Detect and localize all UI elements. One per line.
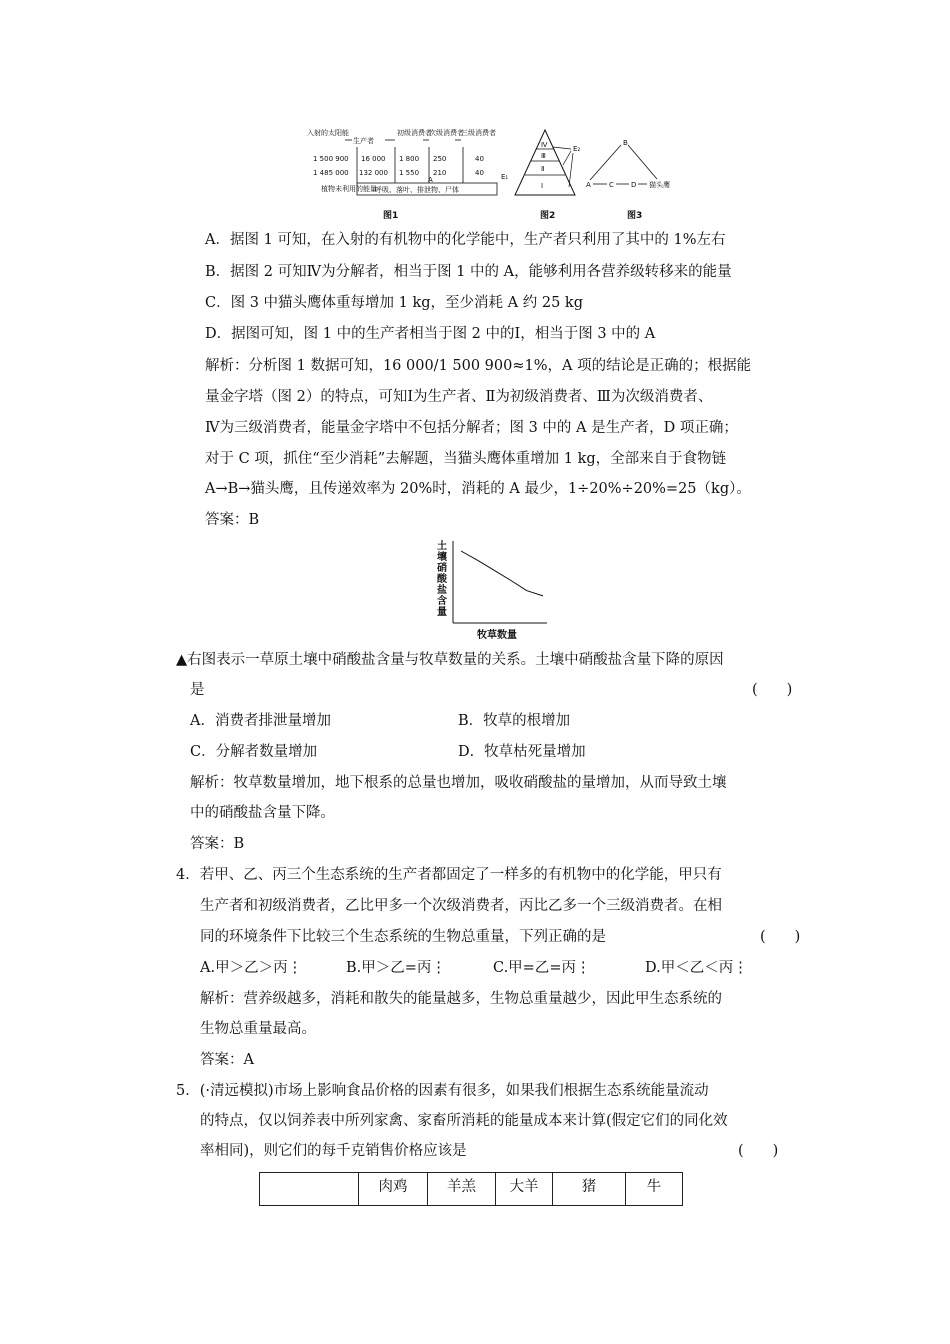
table-header-chicken: 肉鸡 [359,1173,428,1206]
q4-paren: ( ) [760,929,801,945]
q-tri-option-d: D．牧草枯死量增加 [458,744,586,760]
q3-explanation-1: 解析：分析图 1 数据可知，16 000/1 500 900≈1%，A 项的结论是正确的；根据能 [205,358,752,374]
fig1-row1-1: 16 000 [361,155,386,163]
series-line [461,551,543,596]
fig1-row1-0: 1 500 900 [313,155,349,163]
table-header-lamb: 羊羔 [428,1173,496,1206]
fig1-header-0: 入射的太阳能 [307,129,349,137]
q4-option-d: D.甲＜乙＜丙⋮ [645,960,748,976]
fig1-flow-diagram [307,128,497,195]
fig1-row1-4: 40 [475,155,484,163]
q4-stem-1: 4．若甲、乙、丙三个生态系统的生产者都固定了一样多的有机物中的化学能，甲只有 [176,867,722,883]
q3-option-c: C．图 3 中猫头鹰体重每增加 1 kg，至少消耗 A 约 25 kg [205,295,583,311]
q5-stem-3: 率相同)，则它们的每千克销售价格应该是 [200,1143,467,1159]
fig2-level-1: Ⅰ [541,182,544,190]
fig2-caption: 图2 [540,211,556,221]
fig3-node-b: B [623,139,628,147]
fig2-energy-pyramid [501,130,580,195]
q4-explanation-2: 生物总重量最高。 [200,1021,316,1037]
price-table [259,1172,683,1206]
table-header-sheep: 大羊 [496,1173,553,1206]
q-tri-option-c: C．分解者数量增加 [190,744,318,760]
fig1-row2-2: 1 550 [399,169,420,177]
table-row [260,1173,683,1206]
q4-explanation-1: 解析：营养级越多，消耗和散失的能量越多，生物总重量越少，因此甲生态系统的 [200,991,722,1007]
fig1-header-3: 次级消费者 [429,129,464,137]
fig3-node-d: D [631,181,637,189]
nitrate-graph [435,537,550,642]
graph-ylabel-char: 壤 [437,552,447,563]
graph-ylabel-char: 量 [437,607,447,618]
q5-paren: ( ) [738,1143,779,1159]
q4-option-b: B.甲＞乙=丙⋮ [346,960,446,976]
q-tri-stem-2: 是 [190,682,205,698]
q3-option-a: A．据图 1 可知，在入射的有机物中的化学能中，生产者只利用了其中的 1%左右 [205,232,726,248]
q4-option-a: A.甲＞乙＞丙⋮ [200,960,303,976]
table-header-cattle: 牛 [626,1173,683,1206]
figure-row [305,125,685,225]
q-tri-paren: ( ) [752,682,793,698]
q-tri-stem-1: ▲右图表示一草原土壤中硝酸盐含量与牧草数量的关系。土壤中硝酸盐含量下降的原因 [176,652,724,668]
q4-option-c: C.甲=乙=丙⋮ [493,960,591,976]
q5-stem-2: 的特点，仅以饲养表中所列家禽、家畜所消耗的能量成本来计算(假定它们的同化效 [200,1113,728,1129]
q-tri-explanation-2: 中的硝酸盐含量下降。 [190,805,335,821]
q-tri-option-a: A．消费者排泄量增加 [190,713,331,729]
fig1-row1-3: 250 [433,155,447,163]
table-cell-blank [260,1173,359,1206]
fig2-e1: E₁ [501,173,509,181]
fig2-level-4: Ⅳ [541,141,548,149]
fig1-box-label: A [428,176,433,184]
fig3-node-c: C [609,181,614,189]
graph-ylabel-char: 硝 [437,563,447,574]
fig1-row2-3: 210 [433,169,447,177]
q3-explanation-5: A→B→猫头鹰，且传递效率为 20%时，消耗的 A 最少，1÷20%÷20%=25（kg）。 [205,481,751,497]
fig3-node-a: A [586,181,591,189]
graph-ylabel-char: 含 [437,596,447,607]
nitrate-graph-svg [435,537,550,642]
graph-xlabel: 牧草数量 [477,630,517,641]
q-tri-option-b: B．牧草的根增加 [458,713,571,729]
fig1-caption: 图1 [383,211,399,221]
fig3-caption: 图3 [627,211,643,221]
fig1-bottom-left: 植物未利用的能量 [321,185,377,193]
fig2-level-3: Ⅲ [541,152,546,160]
q5-stem-1: 5．(·清远模拟)市场上影响食品价格的因素有很多，如果我们根据生态系统能量流动 [176,1083,709,1099]
fig3-food-web [586,139,670,189]
q-tri-answer: 答案：B [190,836,245,852]
table-header-pig: 猪 [553,1173,626,1206]
q4-stem-2: 生产者和初级消费者，乙比甲多一个次级消费者，丙比乙多一个三级消费者。在相 [200,898,722,914]
q3-answer: 答案：B [205,512,260,528]
fig1-header-1: 生产者 [353,137,374,145]
q3-explanation-2: 量金字塔（图 2）的特点，可知Ⅰ为生产者、Ⅱ为初级消费者、Ⅲ为次级消费者、 [205,389,713,405]
q3-explanation-4: 对于 C 项，抓住“至少消耗”去解题，当猫头鹰体重增加 1 kg，全部来自于食物链 [205,451,727,467]
q3-option-d: D．据图可知，图 1 中的生产者相当于图 2 中的Ⅰ，相当于图 3 中的 A [205,326,656,342]
graph-ylabel-char: 土 [437,541,447,552]
fig1-header-2: 初级消费者 [397,129,432,137]
graph-ylabel [436,539,448,618]
q-tri-explanation-1: 解析：牧草数量增加，地下根系的总量也增加，吸收硝酸盐的量增加，从而导致土壤 [190,775,727,791]
fig1-row2-1: 132 000 [359,169,388,177]
fig1-row2-4: 40 [475,169,484,177]
fig2-e2: E₂ [573,145,581,153]
q4-stem-3: 同的环境条件下比较三个生态系统的生物总重量，下列正确的是 [200,929,606,945]
q3-option-b: B．据图 2 可知Ⅳ为分解者，相当于图 1 中的 A，能够利用各营养级转移来的能量 [205,264,732,280]
fig3-node-owl: 猫头鹰 [649,181,670,189]
fig1-row1-2: 1 800 [399,155,420,163]
fig2-level-2: Ⅱ [541,165,545,173]
graph-ylabel-char: 盐 [437,585,447,596]
q3-explanation-3: Ⅳ为三级消费者，能量金字塔中不包括分解者；图 3 中的 A 是生产者，D 项正确； [205,420,738,436]
fig1-box-text: 呼吸、落叶、排泄物、尸体 [375,186,459,194]
fig1-row2-0: 1 485 000 [313,169,349,177]
graph-ylabel-char: 酸 [437,574,447,585]
fig1-header-4: 三级消费者 [461,129,496,137]
q4-answer: 答案：A [200,1052,254,1068]
